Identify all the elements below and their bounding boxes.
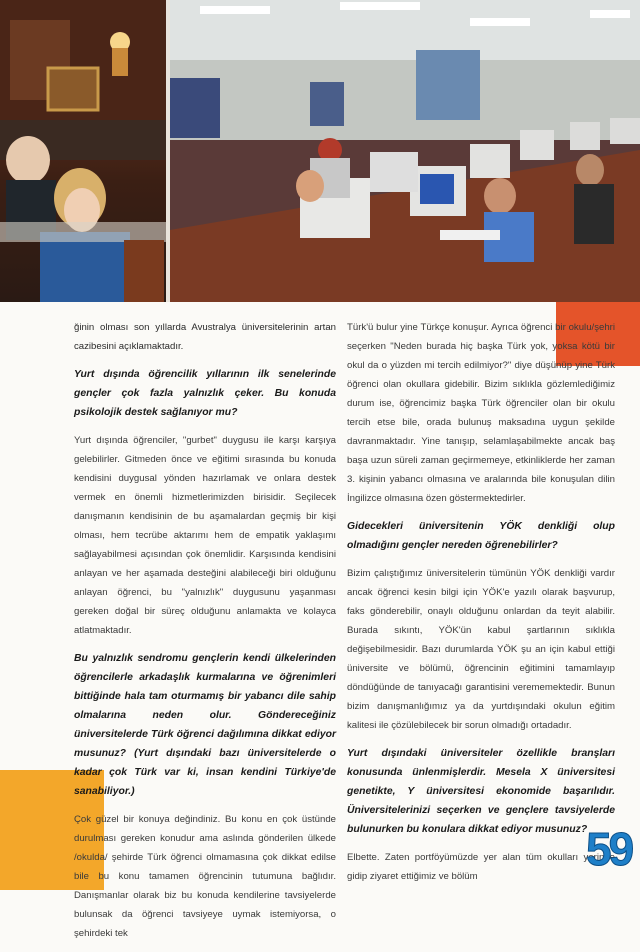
page-number: 59	[586, 823, 632, 875]
answer-university-branches: Elbette. Zaten portföyümüzde yer alan tüm okulları yerinde gidip ziyaret ettiğimiz ve bölüm	[347, 852, 615, 882]
answer-turkish-students: Çok güzel bir konuya değindiniz. Bu konu en çok üstünde durulması gereken konudur ama aslında gönderilen ülkede /okulda/ şehirde Türk öğrenci olmamasına çok dikkat edilse bile bu konu tamamen öğrencinin tutumuna bağlıdır. Danışmanlar olarak biz bu konuda kendilerine tavsiyelerde bulunsak da öğrenci tavsiyeye uymak istemiyorsa, o şehirdeki tek	[74, 814, 336, 939]
question-yok-equivalence: Gidecekleri üniversitenin YÖK denkliği olup olmadığını gençler nereden öğrenebilirler?	[347, 521, 615, 551]
photo-students-cafe	[0, 0, 166, 302]
photo-strip	[0, 0, 640, 302]
photo-computer-lab	[170, 0, 640, 302]
question-university-branches: Yurt dışındaki üniversiteler özellikle branşları konusunda ünlenmişlerdir. Mesela X üniversitesi genetikte, Y üniversitesi ekonomide başarılıdır. Üniversitelerinizi seçerken ve gençlere tavsiyelerde bulunurken bu konulara dikkat ediyor musunuz?	[347, 748, 615, 835]
question-loneliness: Yurt dışında öğrencilik yıllarının ilk senelerinde gençler çok fazla yalnızlık çeker. Bu konuda psikolojik destek sağlanıyor mu?	[74, 369, 336, 418]
answer-turkish-students-cont: Türk'ü bulur yine Türkçe konuşur. Ayrıca öğrenci bir okulu/şehri seçerken "Neden burada hiç başka Türk yok, yoksa kötü bir okul da o yüzden mi tercih edilmiyor?" diye düşünüp yine Türk öğrenci olan okullara gidebilir. Bizim sıklıkla gözlemlediğimiz durum ise, öğrencimiz başka Türk öğrenciler olan bir okulu tercih etse bile, orada bulunuş maksadına uygun şekilde davranmaktadır. Yine tanışıp, selamlaşabilmekte ancak baş başa uzun süreli zaman geçirmemeye, etkinliklerde her zaman 3. kişinin yabancı olmasına ve aralarında bile konuşulan dilin İngilizce olmasına özen göstermektedirler.	[347, 322, 615, 504]
question-turkish-students: Bu yalnızlık sendromu gençlerin kendi ülkelerinden öğrencilerle arkadaşlık kurmalarına ve öğrenimleri bittiğinde hala tam oturmamış bir yabancı dile sahip olmalarına neden olur. Göndereceğiniz üniversitelerde Türk öğrenci dağılımına dikkat ediyor musunuz? (Yurt dışındaki bazı üniversitelerde o kadar çok Türk var ki, insan kendini Türkiye'de sanabiliyor.)	[74, 653, 336, 797]
answer-yok-equivalence: Bizim çalıştığımız üniversitelerin tümünün YÖK denkliği vardır ancak öğrenci kesin bilgi için YÖK'e yazılı olarak başvurup, faks gönderebilir, onaylı olduğunu onlardan da teyit alabilir. Burada sıkıntı, YÖK'ün kabul şartlarının sıklıkla değişebilmesidir. Bazı durumlarda YÖK şu an için kabul ettiği üniversite ve bölümü, öğrencinin eğitimini tamamlayıp döndüğünde de tanıyacağı garantisini verememektedir. Bunun bizim danışmanlığımız ya da yurtdışındaki okulun eğitim kalitesi ile çözülebilecek bir sorun olmadığı ortadadır.	[347, 568, 615, 731]
photo-students-cafe-image	[0, 0, 166, 302]
answer-loneliness: Yurt dışında öğrenciler, "gurbet" duygusu ile karşı karşıya gelebilirler. Gitmeden önce ve eğitimi sırasında bu konuda kendisini duygusal yönden hazırlamak ve onlara destek vermek en önemli hizmetlerimizden birisidir. Seçilecek danışmanın kendisinin de bu aşamalardan geçmiş bir kişi olması, hem tecrübe aktarımı hem de empatik yaklaşımı sağlayabilmesi açısından çok önemlidir. Karşısında kendisini anlayan ve her aşamada desteğini alabileceği biri olduğunu anlayan öğrenci, bu "yalnızlık" duygusunu yaşanması gereken doğal bir süreç olduğunu anlamakta ve kolayca atlatmaktadır.	[74, 435, 336, 636]
paragraph-intro-cont: ğinin olması son yıllarda Avustralya üniversitelerinin artan cazibesini açıklamaktadır.	[74, 322, 336, 352]
photo-computer-lab-image	[170, 0, 640, 302]
article-left-column	[74, 318, 336, 952]
article-right-column	[347, 318, 615, 895]
